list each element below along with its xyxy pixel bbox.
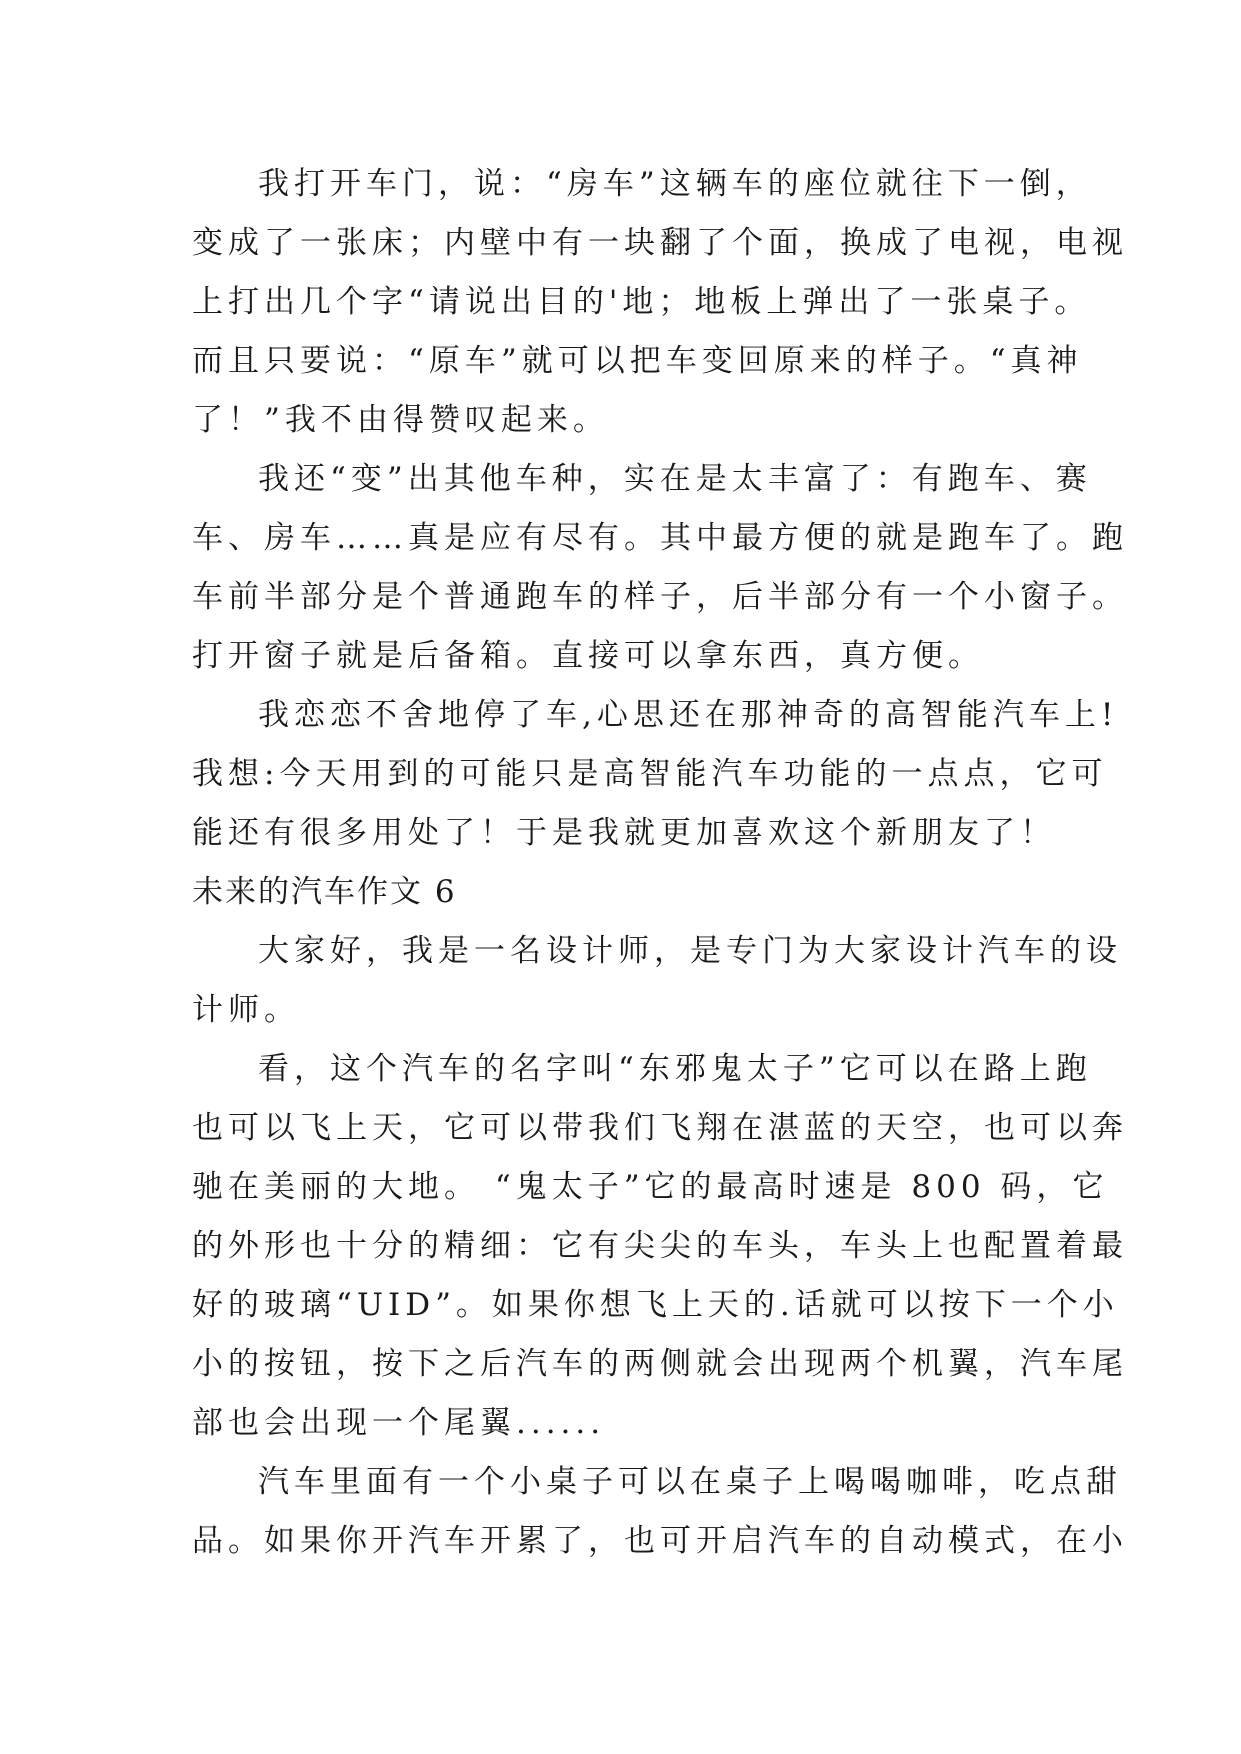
paragraph-line: 车、房车……真是应有尽有。其中最方便的就是跑车了。跑 bbox=[192, 520, 1128, 556]
paragraph-line: 上打出几个字“请说出目的'地；地板上弹出了一张桌子。 bbox=[192, 284, 1091, 320]
document-body bbox=[192, 155, 1128, 1571]
paragraph-line: 驰在美丽的大地。 “鬼太子”它的最高时速是 800 码，它 bbox=[192, 1169, 1109, 1205]
paragraph-line: 的外形也十分的精细：它有尖尖的车头，车头上也配置着最 bbox=[192, 1228, 1128, 1264]
paragraph-line: 能还有很多用处了！于是我就更加喜欢这个新朋友了！ bbox=[192, 815, 1056, 851]
paragraph-line: 打开窗子就是后备箱。直接可以拿东西，真方便。 bbox=[192, 638, 984, 674]
paragraph-line: 了！”我不由得赞叹起来。 bbox=[192, 402, 609, 438]
paragraph-line: 我还“变”出其他车种，实在是太丰富了：有跑车、赛 bbox=[258, 461, 1092, 497]
paragraph-line: 而且只要说：“原车”就可以把车变回原来的样子。“真神 bbox=[192, 343, 1083, 379]
paragraph-line: 大家好，我是一名设计师，是专门为大家设计汽车的设 bbox=[258, 933, 1122, 969]
paragraph-line: 品。如果你开汽车开累了，也可开启汽车的自动模式，在小 bbox=[192, 1523, 1128, 1559]
paragraph-line: 也可以飞上天，它可以带我们飞翔在湛蓝的天空，也可以奔 bbox=[192, 1110, 1128, 1146]
paragraph-line: 计师。 bbox=[192, 992, 300, 1028]
section-heading: 未来的汽车作文 6 bbox=[192, 874, 457, 910]
paragraph-line: 我打开车门，说：“房车”这辆车的座位就往下一倒， bbox=[258, 166, 1092, 202]
paragraph-line: 好的玻璃“UID”。如果你想飞上天的.话就可以按下一个小 bbox=[192, 1287, 1119, 1323]
paragraph-line: 我想:今天用到的可能只是高智能汽车功能的一点点，它可 bbox=[192, 756, 1108, 792]
paragraph-line: 汽车里面有一个小桌子可以在桌子上喝喝咖啡，吃点甜 bbox=[258, 1464, 1122, 1500]
paragraph-line: 车前半部分是个普通跑车的样子，后半部分有一个小窗子。 bbox=[192, 579, 1128, 615]
paragraph-line: 部也会出现一个尾翼...... bbox=[192, 1405, 606, 1441]
paragraph-line: 我恋恋不舍地停了车,心思还在那神奇的高智能汽车上! bbox=[258, 697, 1119, 733]
paragraph-line: 看，这个汽车的名字叫“东邪鬼太子”它可以在路上跑 bbox=[258, 1051, 1092, 1087]
paragraph-line: 小的按钮，按下之后汽车的两侧就会出现两个机翼，汽车尾 bbox=[192, 1346, 1128, 1382]
paragraph-line: 变成了一张床；内壁中有一块翻了个面，换成了电视，电视 bbox=[192, 225, 1128, 261]
